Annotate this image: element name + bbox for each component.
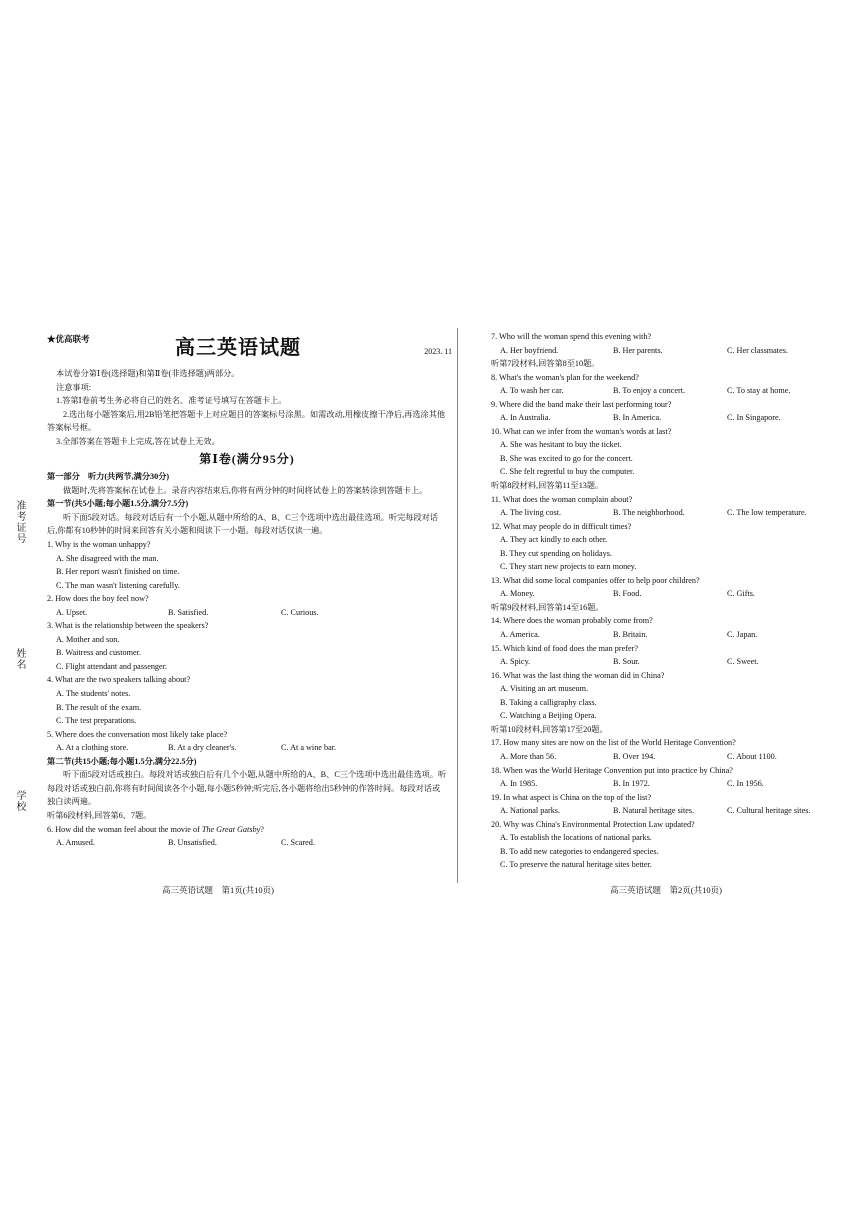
option: B. The neighborhood. <box>613 508 685 518</box>
option: C. Scared. <box>281 838 315 848</box>
right-column <box>491 330 841 872</box>
question-stem: 10. What can we infer from the woman's words at last? <box>491 426 672 436</box>
question-stem: 2. How does the boy feel now? <box>47 594 149 604</box>
stem-text: ? <box>260 824 264 834</box>
question-stem: 3. What is the relationship between the speakers? <box>47 621 209 631</box>
side-label-name: 姓名 <box>14 648 25 670</box>
option: C. Flight attendant and passenger. <box>56 661 167 671</box>
exam-header <box>47 331 452 361</box>
instruction-line: 1.答第Ⅰ卷前考生务必将自己的姓名、准考证号填写在答题卡上。 <box>56 396 287 406</box>
option-row <box>491 587 841 601</box>
page-title: 高三英语试题 <box>175 337 301 359</box>
question-stem: 1. Why is the woman unhappy? <box>47 540 151 550</box>
option: B. Over 194. <box>613 751 656 761</box>
side-label-exam-number: 准考证号 <box>14 500 25 544</box>
question-stem: 18. When was the World Heritage Convention put into practice by China? <box>491 765 733 775</box>
option-row <box>47 741 447 755</box>
option: A. Mother and son. <box>56 634 120 644</box>
option: C. The low temperature. <box>727 508 807 518</box>
option: C. The test preparations. <box>56 716 137 726</box>
section-heading: 第一节(共5小题;每小题1.5分,满分7.5分) <box>47 499 189 509</box>
question-stem: 14. Where does the woman probably come from? <box>491 616 653 626</box>
option: A. Money. <box>500 589 535 599</box>
option: C. In 1956. <box>727 779 764 789</box>
option-row <box>47 836 447 850</box>
option: C. She felt regretful to buy the computer. <box>500 467 635 477</box>
option: C. They start new projects to earn money. <box>500 562 637 572</box>
instruction-line: 2.选出每小题答案后,用2B铅笔把答题卡上对应题目的答案标号涂黑。如需改动,用橡皮擦干净后,再选涂其他答案标号框。 <box>47 409 446 433</box>
option: A. Spicy. <box>500 657 531 667</box>
option-row <box>491 804 841 818</box>
option: A. They act kindly to each other. <box>500 535 608 545</box>
option: B. The result of the exam. <box>56 702 142 712</box>
question-stem: 13. What did some local companies offer to help poor children? <box>491 575 700 585</box>
instruction-line: 3.全部答案在答题卡上完成,答在试卷上无效。 <box>56 436 220 446</box>
option: C. To preserve the natural heritage sites better. <box>500 860 652 870</box>
option-row <box>47 606 447 620</box>
question-stem: 8. What's the woman's plan for the weekend? <box>491 372 639 382</box>
question-stem: 16. What was the last thing the woman did in China? <box>491 670 665 680</box>
option: A. At a clothing store. <box>56 743 129 753</box>
option: C. In Singapore. <box>727 413 781 423</box>
footer-page-1: 高三英语试题 第1页(共10页) <box>162 885 274 895</box>
left-column <box>47 367 447 850</box>
stem-title: The Great Gatsby <box>201 824 261 834</box>
segment-note: 听第10段材料,回答第17至20题。 <box>491 724 608 734</box>
question-stem: 20. Why was China's Environmental Protection Law updated? <box>491 819 695 829</box>
option: A. Amused. <box>56 838 95 848</box>
option: B. To add new categories to endangered species. <box>500 846 659 856</box>
option: C. About 1100. <box>727 751 777 761</box>
option: B. In America. <box>613 413 662 423</box>
option: A. Visiting an art museum. <box>500 684 589 694</box>
option: A. To establish the locations of national parks. <box>500 833 652 843</box>
section-intro: 听下面5段对话或独白。每段对话或独白后有几个小题,从题中所给的A、B、C三个选项中选出最佳选项。听每段对话或独白前,你将有时间阅读各个小题,每小题5秒钟;听完后,各小题将给出5秒钟的作答时间。每段对话或独白读两遍。 <box>47 770 447 807</box>
option: B. Her report wasn't finished on time. <box>56 567 180 577</box>
page-divider <box>457 328 458 883</box>
option: A. She was hesitant to buy the ticket. <box>500 440 622 450</box>
option: C. Her classmates. <box>727 345 788 355</box>
question-stem: 7. Who will the woman spend this evening with? <box>491 332 652 341</box>
option-row <box>491 411 841 425</box>
segment-note: 听第6段材料,回答第6、7题。 <box>47 810 152 820</box>
option: A. The students' notes. <box>56 689 131 699</box>
option: A. Upset. <box>56 607 88 617</box>
question-stem: 5. Where does the conversation most likely take place? <box>47 729 228 739</box>
question-stem: 15. Which kind of food does the man prefer? <box>491 643 638 653</box>
option: B. Natural heritage sites. <box>613 806 695 816</box>
option: B. In 1972. <box>613 779 650 789</box>
option: B. Food. <box>613 589 642 599</box>
option: B. Satisfied. <box>168 607 209 617</box>
option: B. She was excited to go for the concert. <box>500 453 633 463</box>
option: C. Sweet. <box>727 657 759 667</box>
side-label-school: 学校 <box>14 790 25 812</box>
option: C. At a wine bar. <box>281 743 337 753</box>
option: B. Her parents. <box>613 345 663 355</box>
option: B. At a dry cleaner's. <box>168 743 237 753</box>
option: B. To enjoy a concert. <box>613 386 686 396</box>
segment-note: 听第7段材料,回答第8至10题。 <box>491 359 600 369</box>
question-stem: 9. Where did the band make their last performing tour? <box>491 399 672 409</box>
question-stem <box>47 823 447 837</box>
option: A. More than 56. <box>500 751 557 761</box>
section-intro: 听下面5段对话。每段对话后有一个小题,从题中所给的A、B、C三个选项中选出最佳选项。听完每段对话后,你都有10秒钟的时间来回答有关小题和阅读下一小题。每段对话仅读一遍。 <box>47 512 439 536</box>
instruction-line: 注意事项: <box>56 382 92 392</box>
exam-tag: ★优高联考 <box>47 334 90 344</box>
option: C. To stay at home. <box>727 386 791 396</box>
option: C. Watching a Beijing Opera. <box>500 711 597 721</box>
option-row <box>491 628 841 642</box>
option: B. Unsatisfied. <box>168 838 217 848</box>
option: B. Britain. <box>613 630 648 640</box>
part-intro: 做题时,先将答案标在试卷上。录音内容结束后,你将有两分钟的时间将试卷上的答案转涂到答题卡上。 <box>63 485 428 495</box>
option: C. Cultural heritage sites. <box>727 806 811 816</box>
option: B. They cut spending on holidays. <box>500 548 612 558</box>
option: B. Waitress and customer. <box>56 648 141 658</box>
option: A. In Australia. <box>500 413 551 423</box>
question-stem: 11. What does the woman complain about? <box>491 494 633 504</box>
option-row <box>491 750 841 764</box>
volume-heading: 第Ⅰ卷(满分95分) <box>199 452 295 467</box>
option: A. Her boyfriend. <box>500 345 559 355</box>
part-heading: 第一部分 听力(共两节,满分30分) <box>47 472 170 482</box>
segment-note: 听第8段材料,回答第11至13题。 <box>491 481 604 491</box>
section-heading: 第二节(共15小题;每小题1.5分,满分22.5分) <box>47 756 197 766</box>
instruction-line: 本试卷分第Ⅰ卷(选择题)和第Ⅱ卷(非选择题)两部分。 <box>56 369 240 378</box>
option: C. Curious. <box>281 607 319 617</box>
option: A. She disagreed with the man. <box>56 553 159 563</box>
option: C. Gifts. <box>727 589 755 599</box>
option: A. National parks. <box>500 806 561 816</box>
option: A. To wash her car. <box>500 386 564 396</box>
exam-date: 2023. 11 <box>424 347 452 356</box>
option-row <box>491 344 841 358</box>
footer-page-2: 高三英语试题 第2页(共10页) <box>610 885 722 895</box>
question-stem: 4. What are the two speakers talking about? <box>47 675 191 685</box>
option-row <box>491 777 841 791</box>
option: A. The living cost. <box>500 508 562 518</box>
option: A. In 1985. <box>500 779 538 789</box>
option: C. Japan. <box>727 630 758 640</box>
question-stem: 17. How many sites are now on the list of the World Heritage Convention? <box>491 738 736 748</box>
option-row <box>491 655 841 669</box>
question-stem: 19. In what aspect is China on the top of the list? <box>491 792 652 802</box>
option-row <box>491 506 841 520</box>
option: A. America. <box>500 630 540 640</box>
option: B. Sour. <box>613 657 640 667</box>
option: C. The man wasn't listening carefully. <box>56 580 180 590</box>
stem-text: 6. How did the woman feel about the movie of <box>47 824 202 834</box>
option: B. Taking a calligraphy class. <box>500 697 597 707</box>
question-stem: 12. What may people do in difficult times? <box>491 521 632 531</box>
segment-note: 听第9段材料,回答第14至16题。 <box>491 602 604 612</box>
option-row <box>491 384 841 398</box>
